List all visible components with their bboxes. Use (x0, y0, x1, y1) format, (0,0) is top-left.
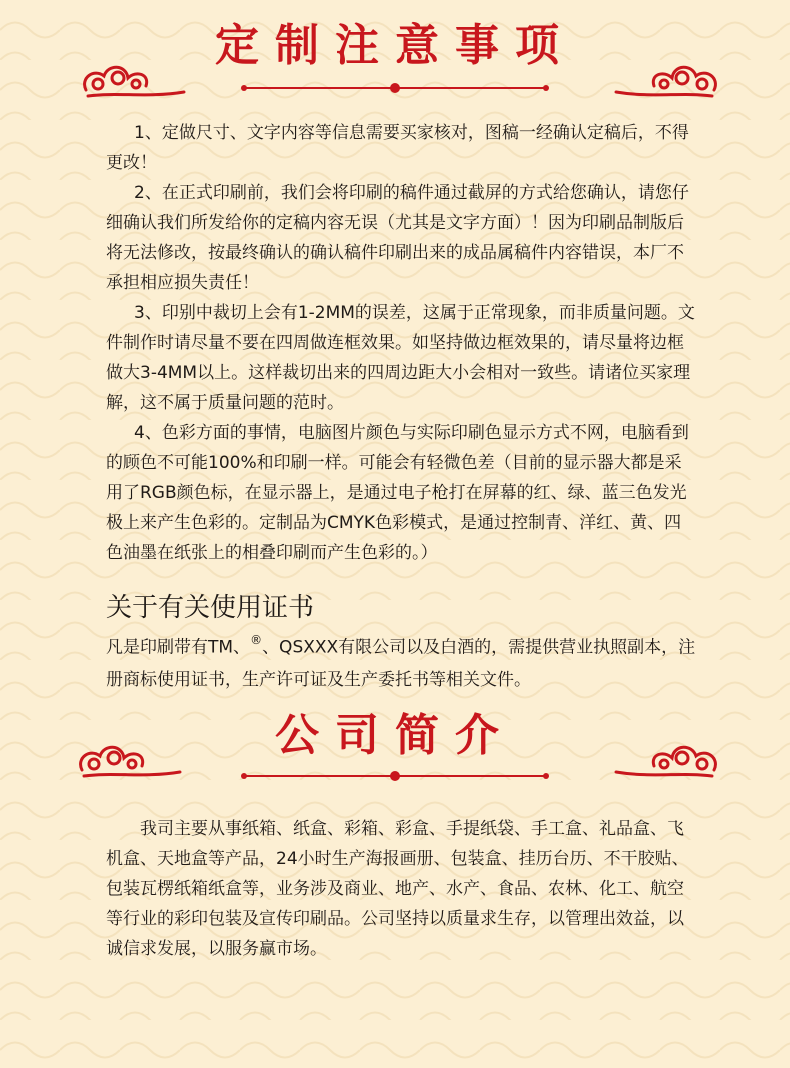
notice-paragraph-3: 3、印别中裁切上会有1-2MM的误差，这属于正常现象，而非质量问题。文件制作时请尽量不要在四周做连框效果。如坚持做边框效果的，请尽量将边框做大3-4MM以上。这样裁切出来的四周边距大小会相对一致些。请诸位买家理解，这不属于质量问题的范时。 (106, 303, 695, 413)
auspicious-cloud-icon (612, 60, 722, 106)
section-title-company: 公司简介 (275, 710, 515, 761)
notice-paragraph-4: 4、色彩方面的事情，电脑图片颜色与实际印刷色显示方式不网，电脑看到的顾色不可能100%和印刷一样。可能会有轻微色差（目前的显示器大都是采用了RGB颜色标，在显示器上，是通过电子枪打在屏幕的红、绿、蓝三色发光极上来产生色彩的。定制品为CMYK色彩模式，是通过控制青、洋红、黄、四色油墨在纸张上的相叠印刷而产生色彩的。） (106, 423, 689, 563)
notice-paragraph-1: 1、定做尺寸、文字内容等信息需要买家核对，图稿一经确认定稿后，不得更改！ (106, 123, 689, 173)
title-divider (244, 87, 546, 89)
registered-mark: ® (250, 633, 263, 647)
notice-paragraph-2: 2、在正式印刷前，我们会将印刷的稿件通过截屏的方式给您确认，请您仔细确认我们所发给你的定稿内容无误（尤其是文字方面）！因为印刷品制版后将无法修改，按最终确认的确认稿件印刷出来的成品属稿件内容错误，本厂不承担相应损失责任！ (106, 183, 689, 293)
auspicious-cloud-icon (612, 740, 722, 786)
auspicious-cloud-icon (78, 60, 188, 106)
certificate-text-end: 、QSXXX有限公司以及白酒的，需提供营业执照副本，注册商标使用证书，生产许可证及生产委托书等相关文件。 (106, 637, 696, 690)
certificate-text (106, 626, 696, 696)
title-divider (244, 775, 546, 777)
company-intro (106, 814, 696, 964)
certificate-text-start: 凡是印刷带有TM、 (106, 637, 251, 658)
notice-content (106, 118, 696, 568)
section-title-notice: 定制注意事项 (215, 20, 575, 71)
auspicious-cloud-icon (74, 740, 184, 786)
company-intro-paragraph: 我司主要从事纸箱、纸盒、彩箱、彩盒、手提纸袋、手工盒、礼品盒、飞机盒、天地盒等产品，24小时生产海报画册、包装盒、挂历台历、不干胶贴、包装瓦楞纸箱纸盒等，业务涉及商业、地产、水产、食品、农林、化工、航空等行业的彩印包装及宣传印刷品。公司坚持以质量求生存，以管理出效益，以诚信求发展，以服务赢市场。 (106, 819, 689, 959)
certificate-heading: 关于有关使用证书 (106, 593, 315, 623)
